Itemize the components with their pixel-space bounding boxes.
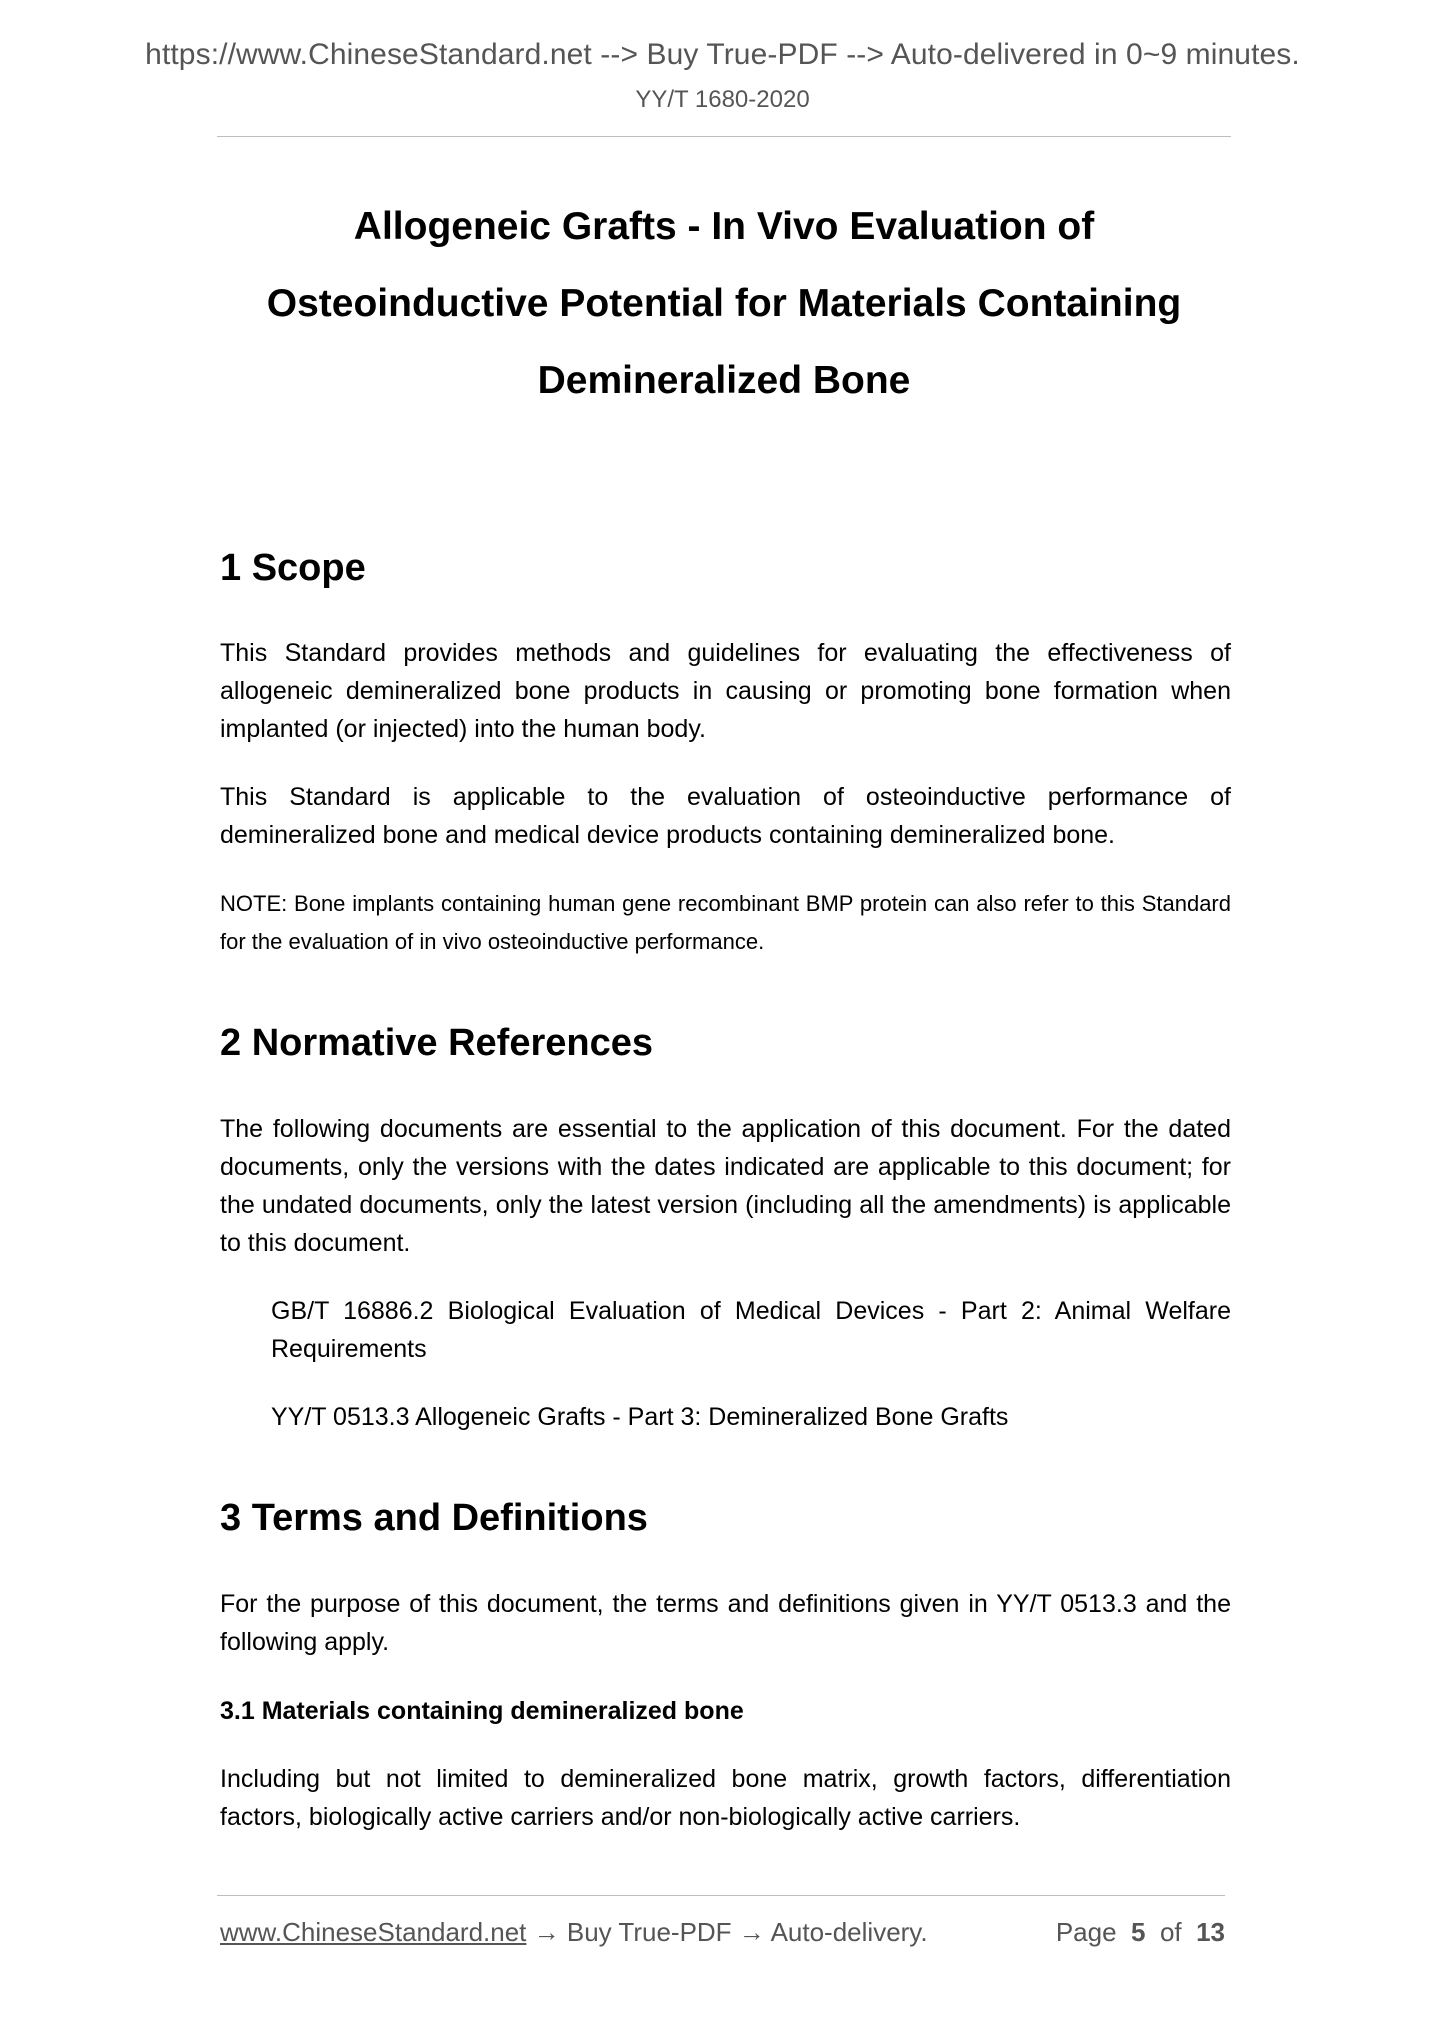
title-line-3: Demineralized Bone: [537, 359, 911, 402]
footer-promo: [220, 1914, 928, 1950]
term-definition: Including but not limited to demineralized bone matrix, growth factors, differentiation factors, biologically active carriers and/or non-biologically active carriers.: [220, 1765, 1231, 1831]
scope-paragraph-1: This Standard provides methods and guidelines for evaluating the effectiveness of allogeneic demineralized bone products in causing or promoting bone formation when implanted (or injected) into the human body.: [220, 639, 1231, 743]
section-heading-references: 2 Normative References: [220, 1022, 653, 1064]
footer-tail-text: → Buy True-PDF → Auto-delivery.: [526, 1917, 928, 1947]
header-divider: [217, 136, 1231, 137]
scope-paragraph-2: This Standard is applicable to the evaluation of osteoinductive performance of demineralized bone and medical device products containing demineralized bone.: [220, 783, 1231, 849]
title-line-1: Allogeneic Grafts - In Vivo Evaluation of: [353, 205, 1095, 248]
page-number: 5: [1131, 1917, 1146, 1947]
section-heading-terms: 3 Terms and Definitions: [220, 1497, 648, 1539]
footer-link[interactable]: www.ChineseStandard.net: [220, 1917, 527, 1947]
page-indicator: [1056, 1914, 1225, 1950]
scope-note: NOTE: Bone implants containing human gene recombinant BMP protein can also refer to this Standard for the evaluation of in vivo osteoinductive performance.: [220, 891, 1231, 954]
title-line-2: Osteoinductive Potential for Materials Containing: [266, 282, 1182, 325]
document-title: [217, 188, 1231, 419]
reference-item: YY/T 0513.3 Allogeneic Grafts - Part 3: Demineralized Bone Grafts: [271, 1403, 1009, 1431]
section-heading-scope: 1 Scope: [220, 547, 366, 589]
top-banner: https://www.ChineseStandard.net --> Buy True-PDF --> Auto-delivered in 0~9 minutes.: [145, 38, 1300, 71]
terms-intro: For the purpose of this document, the terms and definitions given in YY/T 0513.3 and the following apply.: [220, 1590, 1231, 1656]
page-total: 13: [1196, 1917, 1225, 1947]
footer-divider: [217, 1895, 1225, 1896]
references-intro: The following documents are essential to the application of this document. For the dated documents, only the versions with the dates indicated are applicable to this document; for the undated documents, only the latest version (including all the amendments) is applicable to this document.: [220, 1115, 1231, 1257]
of-label: of: [1159, 1917, 1182, 1947]
page-label: Page: [1055, 1917, 1117, 1947]
reference-item: GB/T 16886.2 Biological Evaluation of Medical Devices - Part 2: Animal Welfare Requirements: [271, 1297, 1231, 1363]
standard-code: YY/T 1680-2020: [635, 86, 810, 113]
term-title: 3.1 Materials containing demineralized bone: [220, 1697, 744, 1725]
